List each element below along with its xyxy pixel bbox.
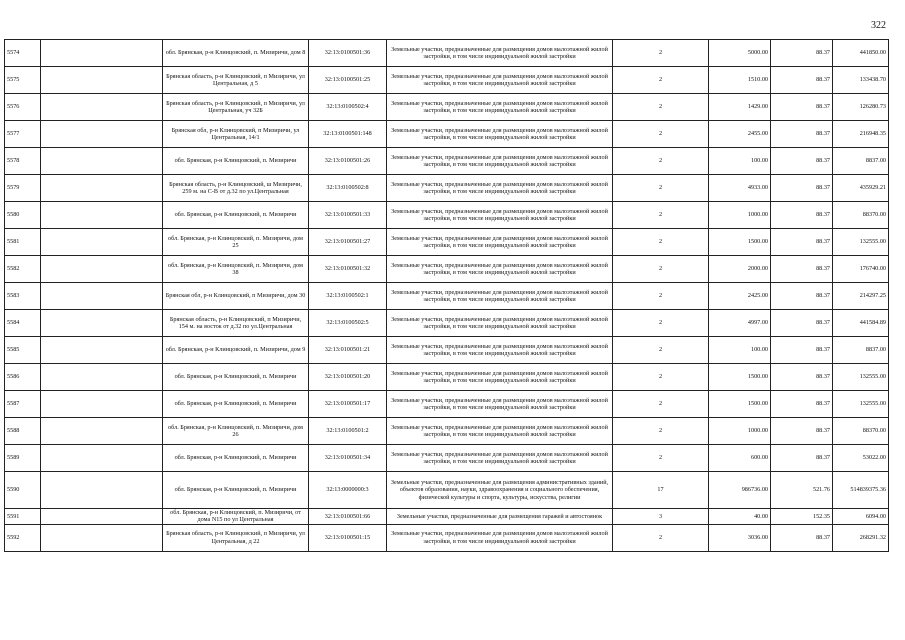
table-row — [5, 337, 889, 364]
cell-group: 2 — [613, 310, 709, 337]
cell-spacer — [41, 121, 163, 148]
cell-address: Брянская область, р-н Клинцовский, п Мизиричи, ул Центральная, уч 32Б — [163, 94, 309, 121]
cell-record-number: 5582 — [5, 256, 41, 283]
cell-group: 2 — [613, 94, 709, 121]
cell-land-use: Земельные участки, предназначенные для размещения гаражей и автостоянок — [387, 509, 613, 525]
cell-cadastral-value: 132555.00 — [833, 391, 889, 418]
cell-cadastral-value: 132555.00 — [833, 364, 889, 391]
land-registry-table — [4, 39, 889, 552]
table-row — [5, 256, 889, 283]
cell-address: Брянская область, р-н Клинцовский, п Мизиричи, ул Центральная, д 5 — [163, 67, 309, 94]
cell-area: 5000.00 — [709, 40, 771, 67]
cell-cadastral-value: 8837.00 — [833, 148, 889, 175]
cell-group: 2 — [613, 40, 709, 67]
table-row — [5, 524, 889, 551]
cell-area: 2425.00 — [709, 283, 771, 310]
cell-record-number: 5575 — [5, 67, 41, 94]
table-row — [5, 364, 889, 391]
cell-specific-value: 88.37 — [771, 94, 833, 121]
cell-cadastral-value: 216948.35 — [833, 121, 889, 148]
table-row — [5, 202, 889, 229]
cell-cadastral-number: 32:13:0100501:34 — [309, 445, 387, 472]
cell-spacer — [41, 524, 163, 551]
cell-record-number: 5592 — [5, 524, 41, 551]
cell-land-use: Земельные участки, предназначенные для размещения домов малоэтажной жилой застройки, в том числе индивидуальной жилой застройки — [387, 364, 613, 391]
cell-area: 4997.00 — [709, 310, 771, 337]
cell-group: 2 — [613, 364, 709, 391]
table-row — [5, 418, 889, 445]
table-row — [5, 121, 889, 148]
cell-spacer — [41, 148, 163, 175]
cell-record-number: 5574 — [5, 40, 41, 67]
cell-record-number: 5589 — [5, 445, 41, 472]
cell-area: 1500.00 — [709, 391, 771, 418]
cell-cadastral-value: 514839375.36 — [833, 472, 889, 509]
cell-cadastral-value: 8837.00 — [833, 337, 889, 364]
cell-cadastral-value: 126280.73 — [833, 94, 889, 121]
cell-area: 2455.00 — [709, 121, 771, 148]
cell-area: 2000.00 — [709, 256, 771, 283]
cell-cadastral-value: 133438.70 — [833, 67, 889, 94]
cell-specific-value: 88.37 — [771, 310, 833, 337]
cell-address: обл. Брянская, р-н Клинцовский, п. Мизиричи, дом 8 — [163, 40, 309, 67]
cell-spacer — [41, 310, 163, 337]
cell-specific-value: 521.76 — [771, 472, 833, 509]
cell-spacer — [41, 40, 163, 67]
cell-cadastral-number: 32:13:0100501:25 — [309, 67, 387, 94]
cell-record-number: 5576 — [5, 94, 41, 121]
cell-specific-value: 88.37 — [771, 256, 833, 283]
cell-record-number: 5579 — [5, 175, 41, 202]
cell-record-number: 5586 — [5, 364, 41, 391]
cell-specific-value: 88.37 — [771, 418, 833, 445]
table-row — [5, 509, 889, 525]
cell-specific-value: 88.37 — [771, 229, 833, 256]
table-row — [5, 310, 889, 337]
cell-address: обл. Брянская, р-н Клинцовский, п. Мизиричи, от дома N15 по ул Центральная — [163, 509, 309, 525]
cell-specific-value: 88.37 — [771, 67, 833, 94]
cell-land-use: Земельные участки, предназначенные для размещения домов малоэтажной жилой застройки, в том числе индивидуальной жилой застройки — [387, 229, 613, 256]
cell-group: 3 — [613, 509, 709, 525]
cell-spacer — [41, 229, 163, 256]
cell-cadastral-value: 53022.00 — [833, 445, 889, 472]
cell-cadastral-number: 32:13:0100501:66 — [309, 509, 387, 525]
cell-land-use: Земельные участки, предназначенные для размещения домов малоэтажной жилой застройки, в том числе индивидуальной жилой застройки — [387, 524, 613, 551]
cell-group: 2 — [613, 524, 709, 551]
table-row — [5, 445, 889, 472]
cell-cadastral-number: 32:13:0100501:26 — [309, 148, 387, 175]
cell-record-number: 5580 — [5, 202, 41, 229]
cell-record-number: 5583 — [5, 283, 41, 310]
cell-address: обл. Брянская, р-н Клинцовский, п. Мизиричи — [163, 364, 309, 391]
cell-cadastral-value: 132555.00 — [833, 229, 889, 256]
cell-spacer — [41, 256, 163, 283]
cell-address: обл. Брянская, р-н Клинцовский, п. Мизиричи, дом 9 — [163, 337, 309, 364]
cell-area: 986736.00 — [709, 472, 771, 509]
cell-area: 600.00 — [709, 445, 771, 472]
cell-land-use: Земельные участки, предназначенные для размещения домов малоэтажной жилой застройки, в том числе индивидуальной жилой застройки — [387, 148, 613, 175]
cell-specific-value: 88.37 — [771, 364, 833, 391]
cell-spacer — [41, 364, 163, 391]
cell-specific-value: 88.37 — [771, 148, 833, 175]
table-row — [5, 229, 889, 256]
cell-cadastral-number: 32:13:0100501:17 — [309, 391, 387, 418]
cell-cadastral-number: 32:13:0100502:1 — [309, 283, 387, 310]
cell-group: 2 — [613, 256, 709, 283]
cell-spacer — [41, 94, 163, 121]
cell-group: 17 — [613, 472, 709, 509]
cell-area: 1510.00 — [709, 67, 771, 94]
cell-cadastral-value: 441584.89 — [833, 310, 889, 337]
cell-area: 1000.00 — [709, 202, 771, 229]
cell-area: 40.00 — [709, 509, 771, 525]
cell-spacer — [41, 175, 163, 202]
table-row — [5, 472, 889, 509]
cell-specific-value: 88.37 — [771, 175, 833, 202]
cell-group: 2 — [613, 229, 709, 256]
cell-address: Брянская область, р-н Клинцовский, п Мизиричи, ул Центральная, д 22 — [163, 524, 309, 551]
cell-group: 2 — [613, 67, 709, 94]
cell-specific-value: 88.37 — [771, 524, 833, 551]
cell-record-number: 5590 — [5, 472, 41, 509]
cell-specific-value: 152.35 — [771, 509, 833, 525]
cell-land-use: Земельные участки, предназначенные для размещения домов малоэтажной жилой застройки, в том числе индивидуальной жилой застройки — [387, 283, 613, 310]
cell-group: 2 — [613, 391, 709, 418]
cell-address: обл. Брянская, р-н Клинцовский, п. Мизиричи — [163, 391, 309, 418]
cell-cadastral-value: 441850.00 — [833, 40, 889, 67]
cell-cadastral-value: 268291.32 — [833, 524, 889, 551]
cell-record-number: 5581 — [5, 229, 41, 256]
cell-group: 2 — [613, 202, 709, 229]
cell-land-use: Земельные участки, предназначенные для размещения домов малоэтажной жилой застройки, в том числе индивидуальной жилой застройки — [387, 256, 613, 283]
cell-land-use: Земельные участки, предназначенные для размещения домов малоэтажной жилой застройки, в том числе индивидуальной жилой застройки — [387, 40, 613, 67]
cell-land-use: Земельные участки, предназначенные для размещения домов малоэтажной жилой застройки, в том числе индивидуальной жилой застройки — [387, 67, 613, 94]
cell-cadastral-value: 6094.00 — [833, 509, 889, 525]
table-row — [5, 283, 889, 310]
cell-group: 2 — [613, 337, 709, 364]
cell-cadastral-number: 32:13:0100502:4 — [309, 94, 387, 121]
table-row — [5, 175, 889, 202]
cell-record-number: 5591 — [5, 509, 41, 525]
cell-address: обл. Брянская, р-н Клинцовский, п. Мизиричи — [163, 445, 309, 472]
cell-group: 2 — [613, 418, 709, 445]
cell-area: 100.00 — [709, 148, 771, 175]
cell-land-use: Земельные участки, предназначенные для размещения домов малоэтажной жилой застройки, в том числе индивидуальной жилой застройки — [387, 337, 613, 364]
table-row — [5, 67, 889, 94]
cell-cadastral-number: 32:13:0100501:20 — [309, 364, 387, 391]
cell-address: Брянская область, р-н Клинцовский, ш Мизиричи, 259 м. на С-В от д.32 по ул.Центральная — [163, 175, 309, 202]
cell-cadastral-number: 32:13:0100501:36 — [309, 40, 387, 67]
cell-land-use: Земельные участки, предназначенные для размещения административных зданий, объектов образования, науки, здравоохранения и социального обеспечения, физической культуры и спорта, культуры, искусства, религии — [387, 472, 613, 509]
cell-land-use: Земельные участки, предназначенные для размещения домов малоэтажной жилой застройки, в том числе индивидуальной жилой застройки — [387, 94, 613, 121]
cell-address: обл. Брянская, р-н Клинцовский, п. Мизиричи — [163, 148, 309, 175]
cell-area: 1000.00 — [709, 418, 771, 445]
cell-specific-value: 88.37 — [771, 283, 833, 310]
cell-cadastral-value: 88370.00 — [833, 418, 889, 445]
cell-address: обл. Брянская, р-н Клинцовский, п. Мизиричи, дом 38 — [163, 256, 309, 283]
table-row — [5, 148, 889, 175]
cell-address: обл. Брянская, р-н Клинцовский, п. Мизиричи — [163, 472, 309, 509]
cell-spacer — [41, 509, 163, 525]
cell-land-use: Земельные участки, предназначенные для размещения домов малоэтажной жилой застройки, в том числе индивидуальной жилой застройки — [387, 418, 613, 445]
cell-spacer — [41, 67, 163, 94]
cell-group: 2 — [613, 148, 709, 175]
cell-cadastral-number: 32:13:0100501:148 — [309, 121, 387, 148]
cell-spacer — [41, 391, 163, 418]
cell-land-use: Земельные участки, предназначенные для размещения домов малоэтажной жилой застройки, в том числе индивидуальной жилой застройки — [387, 121, 613, 148]
cell-area: 1429.00 — [709, 94, 771, 121]
cell-land-use: Земельные участки, предназначенные для размещения домов малоэтажной жилой застройки, в том числе индивидуальной жилой застройки — [387, 175, 613, 202]
cell-group: 2 — [613, 175, 709, 202]
cell-cadastral-value: 435929.21 — [833, 175, 889, 202]
cell-area: 3036.00 — [709, 524, 771, 551]
page-number: 322 — [871, 20, 886, 31]
cell-specific-value: 88.37 — [771, 391, 833, 418]
cell-record-number: 5588 — [5, 418, 41, 445]
table-row — [5, 94, 889, 121]
cell-specific-value: 88.37 — [771, 40, 833, 67]
cell-specific-value: 88.37 — [771, 445, 833, 472]
cell-record-number: 5577 — [5, 121, 41, 148]
cell-cadastral-number: 32:13:0100502:8 — [309, 175, 387, 202]
cell-cadastral-number: 32:13:0000000:3 — [309, 472, 387, 509]
cell-group: 2 — [613, 121, 709, 148]
cell-land-use: Земельные участки, предназначенные для размещения домов малоэтажной жилой застройки, в том числе индивидуальной жилой застройки — [387, 202, 613, 229]
cell-address: Брянская обл, р-н Клинцовский, п Мизиричи, дом 30 — [163, 283, 309, 310]
cell-address: обл. Брянская, р-н Клинцовский, п. Мизиричи — [163, 202, 309, 229]
cell-cadastral-number: 32:13:0100501:27 — [309, 229, 387, 256]
cell-area: 4933.00 — [709, 175, 771, 202]
cell-spacer — [41, 472, 163, 509]
cell-cadastral-number: 32:13:0100502:5 — [309, 310, 387, 337]
cell-area: 1500.00 — [709, 229, 771, 256]
cell-area: 100.00 — [709, 337, 771, 364]
cell-record-number: 5585 — [5, 337, 41, 364]
cell-cadastral-value: 176740.00 — [833, 256, 889, 283]
cell-cadastral-number: 32:13:0100501:21 — [309, 337, 387, 364]
cell-specific-value: 88.37 — [771, 202, 833, 229]
cell-group: 2 — [613, 283, 709, 310]
cell-cadastral-value: 214297.25 — [833, 283, 889, 310]
cell-record-number: 5578 — [5, 148, 41, 175]
cell-address: обл. Брянская, р-н Клинцовский, п. Мизиричи, дом 26 — [163, 418, 309, 445]
cell-land-use: Земельные участки, предназначенные для размещения домов малоэтажной жилой застройки, в том числе индивидуальной жилой застройки — [387, 445, 613, 472]
cell-cadastral-number: 32:13:0100501:2 — [309, 418, 387, 445]
cell-cadastral-number: 32:13:0100501:32 — [309, 256, 387, 283]
cell-cadastral-number: 32:13:0100501:15 — [309, 524, 387, 551]
cell-spacer — [41, 418, 163, 445]
cell-address: обл. Брянская, р-н Клинцовский, п. Мизиричи, дом 25 — [163, 229, 309, 256]
cell-cadastral-number: 32:13:0100501:33 — [309, 202, 387, 229]
cell-spacer — [41, 283, 163, 310]
cell-record-number: 5584 — [5, 310, 41, 337]
cell-record-number: 5587 — [5, 391, 41, 418]
cell-specific-value: 88.37 — [771, 337, 833, 364]
cell-spacer — [41, 445, 163, 472]
cell-specific-value: 88.37 — [771, 121, 833, 148]
cell-address: Брянская обл, р-н Клинцовский, п Мизиричи, ул Центральная, 14/1 — [163, 121, 309, 148]
table-row — [5, 40, 889, 67]
cell-spacer — [41, 202, 163, 229]
cell-land-use: Земельные участки, предназначенные для размещения домов малоэтажной жилой застройки, в том числе индивидуальной жилой застройки — [387, 310, 613, 337]
cell-address: Брянская область, р-н Клинцовский, п Мизиричи, 154 м. на восток от д.32 по ул.Центральная — [163, 310, 309, 337]
cell-area: 1500.00 — [709, 364, 771, 391]
cell-land-use: Земельные участки, предназначенные для размещения домов малоэтажной жилой застройки, в том числе индивидуальной жилой застройки — [387, 391, 613, 418]
table-row — [5, 391, 889, 418]
cell-group: 2 — [613, 445, 709, 472]
cell-spacer — [41, 337, 163, 364]
cell-cadastral-value: 88370.00 — [833, 202, 889, 229]
